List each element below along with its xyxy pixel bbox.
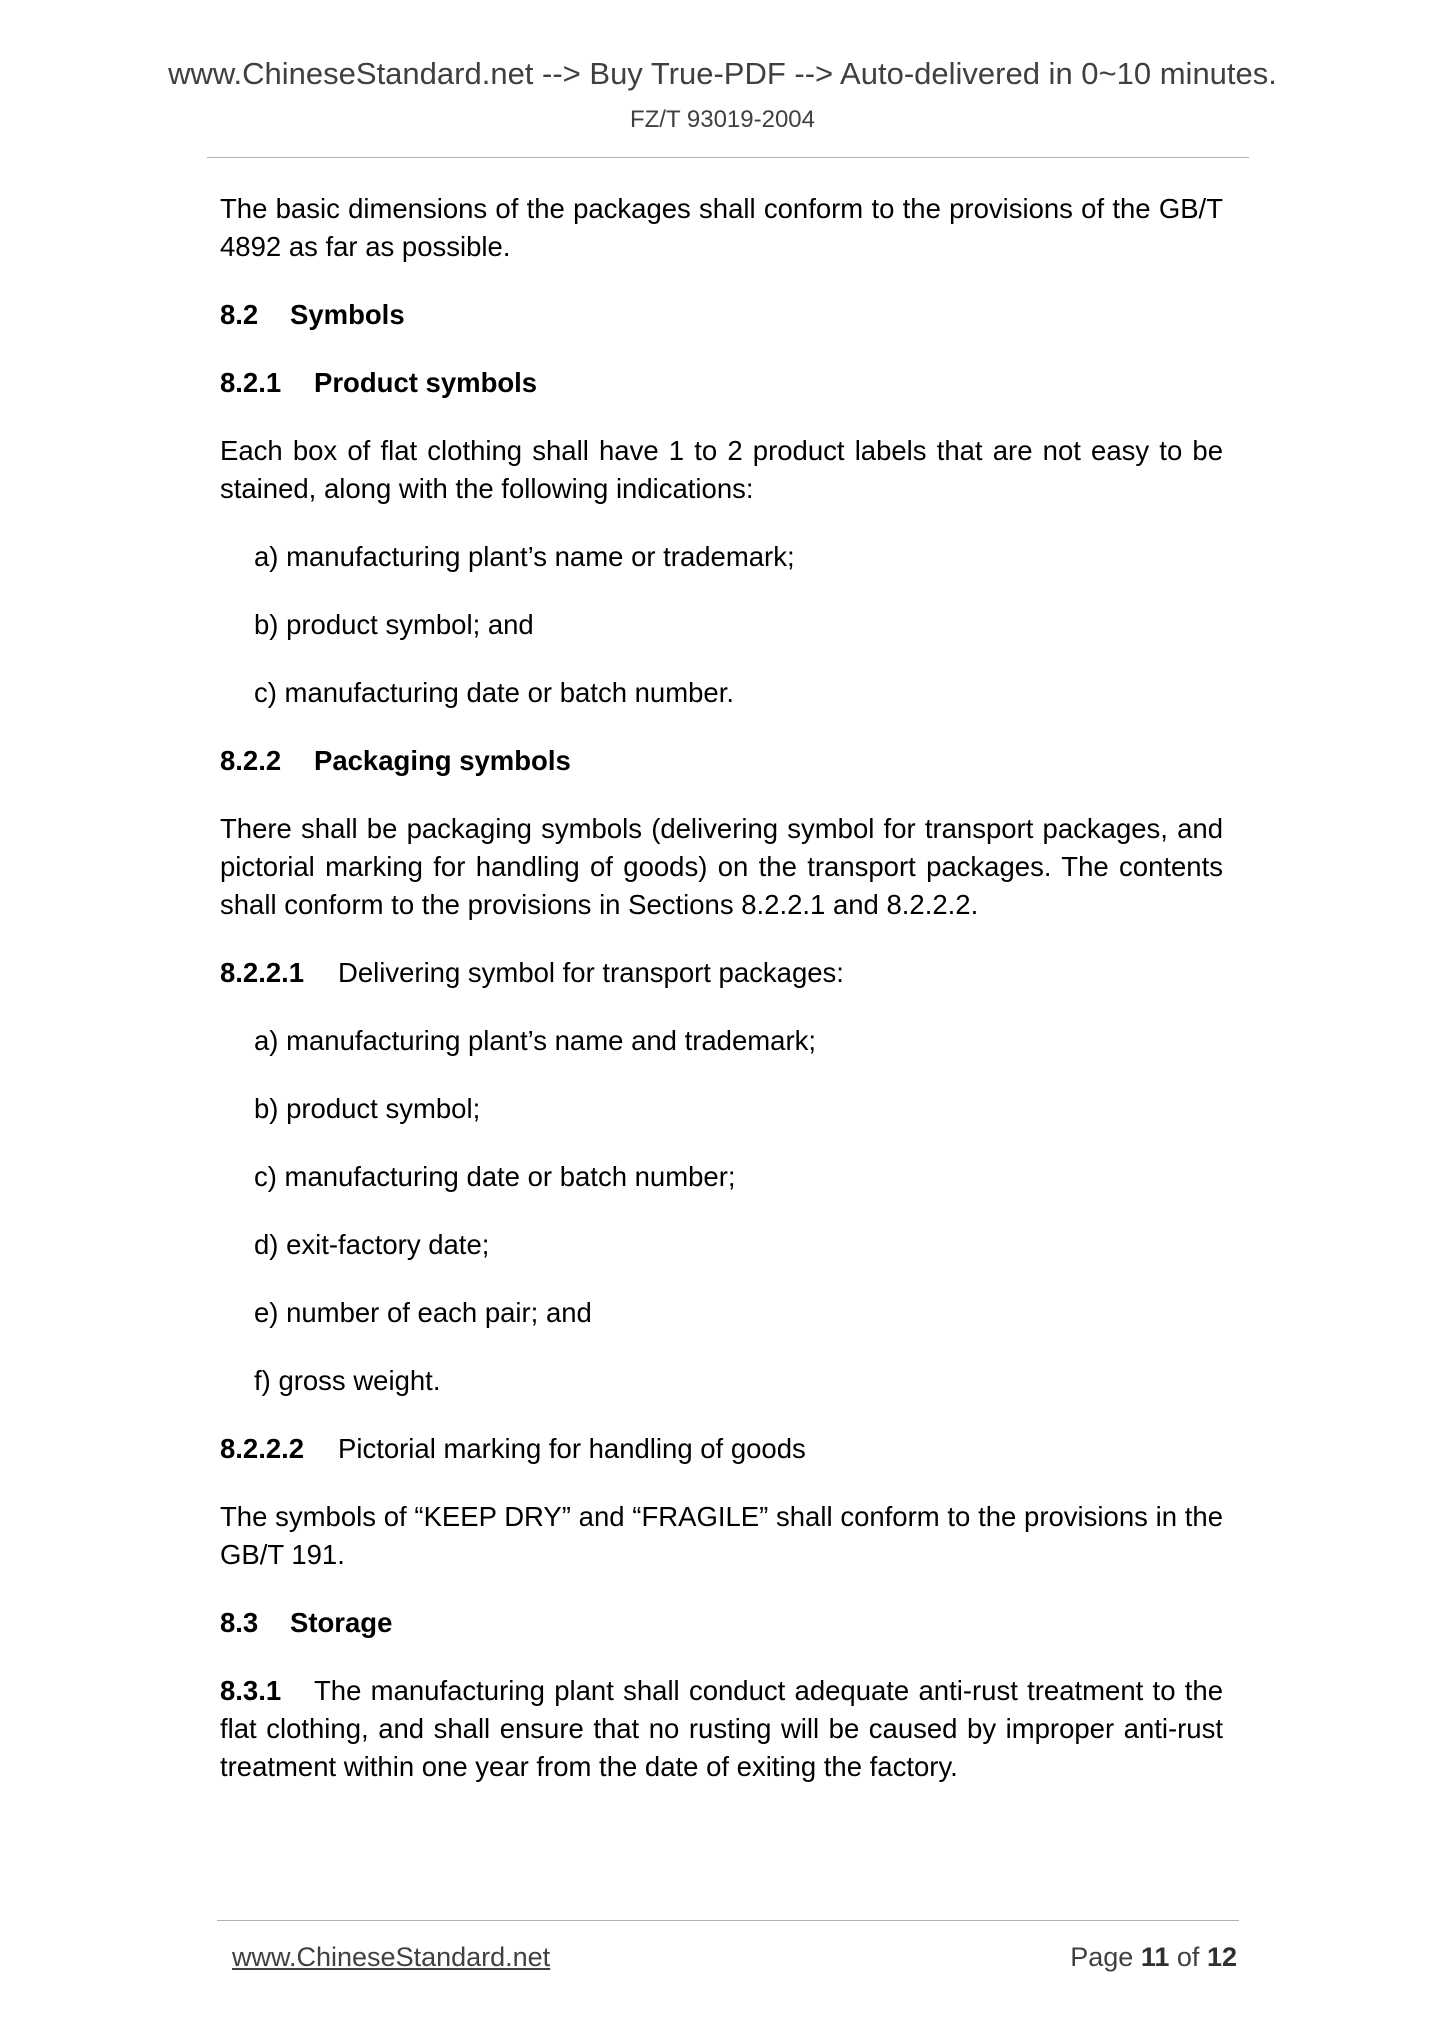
paragraph-8-2-1: Each box of flat clothing shall have 1 to 2 product labels that are not easy to be stained, along with the following indications: [220, 435, 1223, 504]
page-of: of [1176, 1942, 1200, 1972]
section-title: Storage [290, 1607, 393, 1638]
section-title: Delivering symbol for transport packages: [338, 957, 844, 988]
heading-8-3 [220, 1604, 1223, 1642]
heading-8-2-2-2 [220, 1430, 1223, 1468]
list-item: a) manufacturing plant’s name or trademark; [254, 541, 795, 572]
section-number: 8.2.2 [220, 745, 282, 776]
list-item: f) gross weight. [254, 1365, 441, 1396]
list-item: b) product symbol; and [254, 609, 534, 640]
list-item: a) manufacturing plant’s name and trademark; [254, 1025, 817, 1056]
paragraph-text: The manufacturing plant shall conduct adequate anti-rust treatment to the flat clothing, and shall ensure that no rusting will be caused by improper anti-rust treatment within one year from the date of exiting the factory. [220, 1675, 1223, 1782]
section-number: 8.2 [220, 299, 259, 330]
document-body [220, 190, 1223, 1816]
heading-8-2-1 [220, 364, 1223, 402]
section-number: 8.2.1 [220, 367, 282, 398]
list-item: c) manufacturing date or batch number. [254, 677, 734, 708]
header-divider [207, 157, 1249, 158]
section-number: 8.2.2.2 [220, 1433, 305, 1464]
page-word: Page [1070, 1942, 1134, 1972]
top-banner-link[interactable]: www.ChineseStandard.net --> Buy True-PDF --> Auto-delivered in 0~10 minutes. [168, 56, 1277, 91]
section-number: 8.3 [220, 1607, 259, 1638]
standard-code: FZ/T 93019-2004 [629, 106, 815, 133]
section-number: 8.2.2.1 [220, 957, 305, 988]
page-indicator [1070, 1941, 1237, 1973]
paragraph-8-2-2: There shall be packaging symbols (delivering symbol for transport packages, and pictorial marking for handling of goods) on the transport packages. The contents shall conform to the provisions in Sections 8.2.2.1 and 8.2.2.2. [220, 813, 1223, 920]
heading-8-2-2 [220, 742, 1223, 780]
paragraph-8-2-2-2: The symbols of “KEEP DRY” and “FRAGILE” shall conform to the provisions in the GB/T 191. [220, 1501, 1223, 1570]
list-item: d) exit-factory date; [254, 1229, 490, 1260]
footer-website-link[interactable]: www.ChineseStandard.net [232, 1942, 551, 1972]
list-item: c) manufacturing date or batch number; [254, 1161, 736, 1192]
section-title: Symbols [290, 299, 405, 330]
paragraph-8-3-1 [220, 1672, 1223, 1786]
section-title: Product symbols [314, 367, 538, 398]
heading-8-2 [220, 296, 1223, 334]
list-item: b) product symbol; [254, 1093, 481, 1124]
footer-divider [217, 1920, 1239, 1921]
heading-8-2-2-1 [220, 954, 1223, 992]
page-current: 11 [1140, 1942, 1170, 1972]
list-item: e) number of each pair; and [254, 1297, 592, 1328]
section-title: Packaging symbols [314, 745, 571, 776]
section-number: 8.3.1 [220, 1675, 282, 1706]
intro-paragraph: The basic dimensions of the packages shall conform to the provisions of the GB/T 4892 as far as possible. [220, 193, 1223, 262]
page-total: 12 [1206, 1942, 1237, 1972]
section-title: Pictorial marking for handling of goods [338, 1433, 806, 1464]
